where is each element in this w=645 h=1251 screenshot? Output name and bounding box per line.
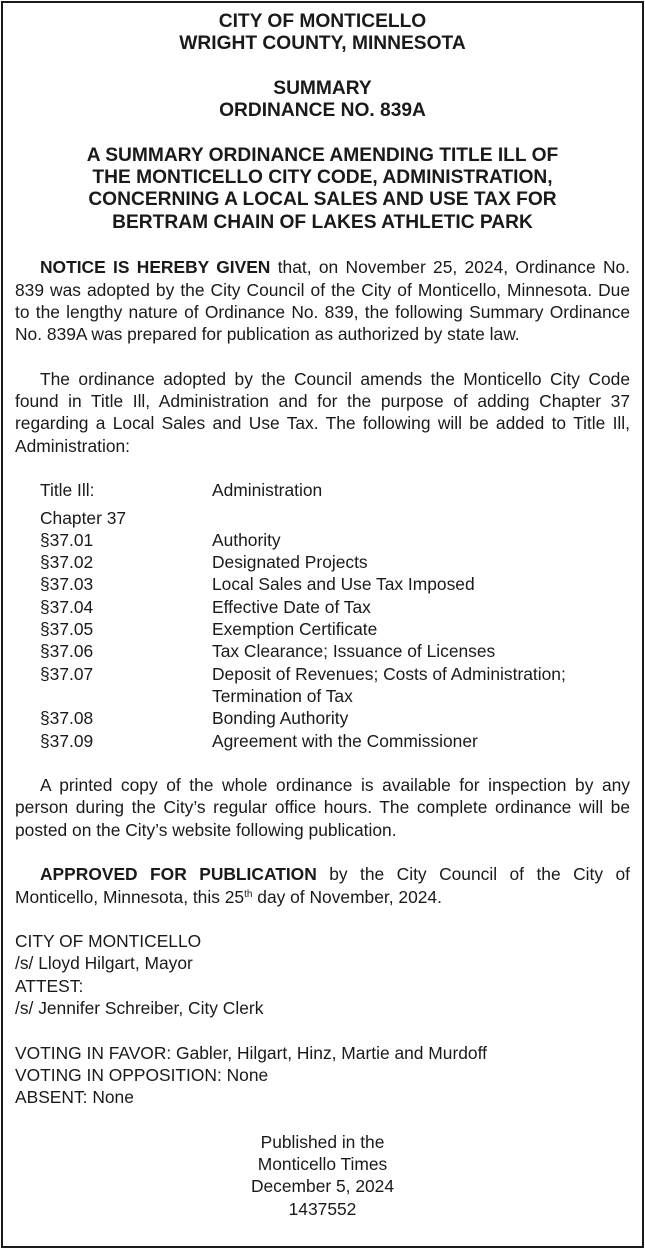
section-number: §37.02 [40, 552, 94, 573]
ordinance-title-line-2: THE MONTICELLO CITY CODE, ADMINISTRATION, [92, 167, 553, 189]
approval-lead: APPROVED FOR PUBLICATION [40, 864, 317, 885]
approval-paragraph [15, 863, 630, 908]
section-number: §37.09 [40, 730, 94, 751]
chapter-label: Chapter 37 [40, 507, 127, 528]
county-heading: WRIGHT COUNTY, MINNESOTA [179, 33, 466, 55]
section-number: §37.01 [40, 529, 94, 550]
section-row [15, 618, 630, 640]
vote-absent: ABSENT: None [15, 1087, 134, 1108]
section-row [15, 573, 630, 595]
section-number: §37.08 [40, 708, 94, 729]
section-title: Local Sales and Use Tax Imposed [212, 574, 475, 595]
section-number: §37.07 [40, 663, 94, 684]
publication-line-2: Monticello Times [257, 1154, 388, 1175]
section-title: Tax Clearance; Issuance of Licenses [212, 641, 496, 662]
section-row [15, 529, 630, 551]
section-title: Exemption Certificate [212, 619, 378, 640]
section-number: §37.04 [40, 596, 94, 617]
inspection-paragraph: A printed copy of the whole ordinance is available for inspection by any person during the City’s regular office hours. The complete ordinance will be posted on the City’s website following publication. [15, 775, 630, 840]
section-title: Bonding Authority [212, 708, 349, 729]
notice-lead: NOTICE IS HEREBY GIVEN [40, 257, 271, 278]
section-title: Deposit of Revenues; Costs of Administration; Termination of Tax [212, 663, 566, 706]
signature-city: CITY OF MONTICELLO [15, 931, 202, 952]
signature-mayor: /s/ Lloyd Hilgart, Mayor [15, 953, 193, 974]
approval-text-end: day of November, 2024. [252, 886, 442, 907]
section-row [15, 707, 630, 729]
section-number: §37.06 [40, 641, 94, 662]
section-number: §37.05 [40, 619, 94, 640]
vote-in-favor: VOTING IN FAVOR: Gabler, Hilgart, Hinz, Martie and Murdoff [15, 1042, 487, 1063]
section-row [15, 663, 630, 708]
section-row [15, 730, 630, 752]
notice-paragraph [15, 256, 630, 345]
section-title: Authority [212, 529, 281, 550]
section-title: Agreement with the Commissioner [212, 730, 478, 751]
section-title: Designated Projects [212, 552, 368, 573]
amendment-paragraph: The ordinance adopted by the Council amends the Monticello City Code found in Title Ill, Administration and for the purpose of adding Chapter 37 regarding a Local Sales and Use Tax. The following will be added to Title Ill, Administration: [15, 368, 630, 456]
publication-line-1: Published in the [260, 1131, 385, 1152]
ordinance-title-line-1: A SUMMARY ORDINANCE AMENDING TITLE ILL OF [86, 144, 559, 166]
chapter-row [15, 507, 630, 529]
section-title: Effective Date of Tax [212, 596, 371, 617]
city-heading: CITY OF MONTICELLO [218, 11, 427, 32]
signature-clerk: /s/ Jennifer Schreiber, City Clerk [15, 998, 264, 1019]
title-row [15, 479, 630, 501]
title-label: Title Ill: [40, 480, 95, 501]
publication-id: 1437552 [288, 1198, 357, 1219]
signature-attest: ATTEST: [15, 975, 84, 996]
section-row [15, 596, 630, 618]
title-value: Administration [212, 480, 323, 501]
approval-superscript: th [244, 888, 253, 900]
summary-heading: SUMMARY [273, 77, 372, 99]
legal-notice [1, 1, 644, 1248]
section-row [15, 551, 630, 573]
approval-text: by the City Council of the City of Monticello, Minnesota, this 25 [15, 864, 631, 907]
ordinance-number: ORDINANCE NO. 839A [219, 100, 426, 122]
section-row [15, 640, 630, 662]
ordinance-title-line-4: BERTRAM CHAIN OF LAKES ATHLETIC PARK [112, 211, 533, 233]
publication-date: December 5, 2024 [250, 1176, 395, 1197]
section-number: §37.03 [40, 574, 94, 595]
ordinance-title-line-3: CONCERNING A LOCAL SALES AND USE TAX FOR [88, 189, 557, 211]
notice-text: that, on November 25, 2024, Ordinance No. 839 was adopted by the City Council of the City of Monticello, Minnesota. Due to the lengthy nature of Ordinance No. 839, the following Summary Ordinance No. 839A was prepared for publication as authorized by state law. [15, 257, 631, 345]
vote-in-opposition: VOTING IN OPPOSITION: None [15, 1064, 269, 1085]
